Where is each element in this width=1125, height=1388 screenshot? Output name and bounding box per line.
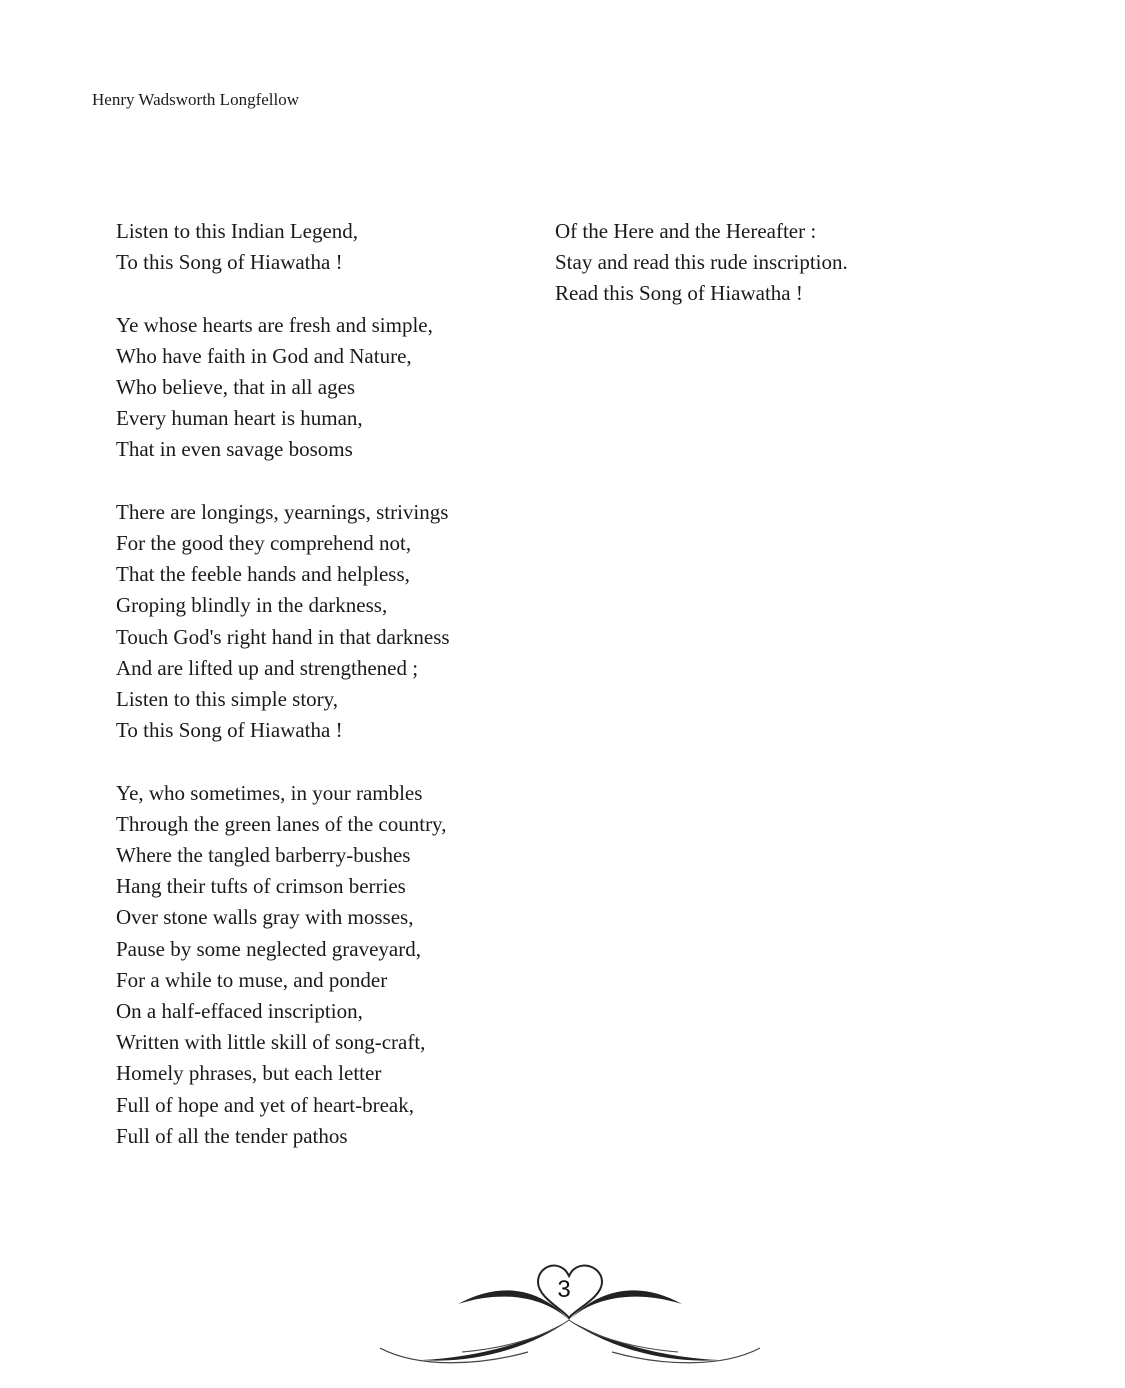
verse-line: That in even savage bosoms [116,437,353,462]
verse-line: Ye whose hearts are fresh and simple, [116,312,433,337]
verse-line: To this Song of Hiawatha ! [116,250,343,275]
poem-column-right [555,216,975,341]
verse-line: Full of hope and yet of heart-break, [116,1092,414,1117]
verse-line: For the good they comprehend not, [116,531,412,555]
verse-line: Through the green lanes of the country, [116,811,447,836]
verse-line: Who have faith in God and Nature, [116,343,412,368]
heart-flourish-ornament-icon [378,1252,762,1372]
stanza [116,216,536,278]
verse-line: Listen to this Indian Legend, [116,219,359,243]
verse-line: Read this Song of Hiawatha ! [555,281,803,306]
verse-line: Where the tangled barberry-bushes [116,843,411,868]
verse-line: That the feeble hands and helpless, [116,562,410,587]
verse-line: Over stone walls gray with mosses, [116,905,414,930]
stanza [116,310,536,466]
verse-line: Every human heart is human, [116,406,363,431]
verse-line: Hang their tufts of crimson berries [116,874,406,899]
verse-line: Who believe, that in all ages [116,375,356,399]
verse-line: Full of all the tender pathos [116,1123,348,1148]
verse-line: To this Song of Hiawatha ! [116,718,343,743]
verse-line: There are longings, yearnings, strivings [116,499,449,524]
verse-line: And are lifted up and strengthened ; [116,655,419,680]
verse-line: Ye, who sometimes, in your rambles [116,780,423,805]
verse-line: For a while to muse, and ponder [116,967,388,992]
verse-line: Written with little skill of song-craft, [116,1030,426,1055]
verse-line: Of the Here and the Hereafter : [555,219,817,243]
stanza [116,497,536,747]
page-number: 3 [557,1276,571,1303]
verse-line: On a half-effaced inscription, [116,999,363,1024]
verse-line: Stay and read this rude inscription. [555,250,848,275]
running-header-author: Henry Wadsworth Longfellow [92,90,299,109]
verse-line: Touch God's right hand in that darkness [116,624,450,649]
stanza [116,778,536,1152]
verse-line: Pause by some neglected graveyard, [116,936,421,961]
stanza [555,216,975,310]
verse-line: Listen to this simple story, [116,687,339,712]
verse-line: Groping blindly in the darkness, [116,593,388,618]
verse-line: Homely phrases, but each letter [116,1061,382,1086]
poem-column-left [116,216,536,1183]
